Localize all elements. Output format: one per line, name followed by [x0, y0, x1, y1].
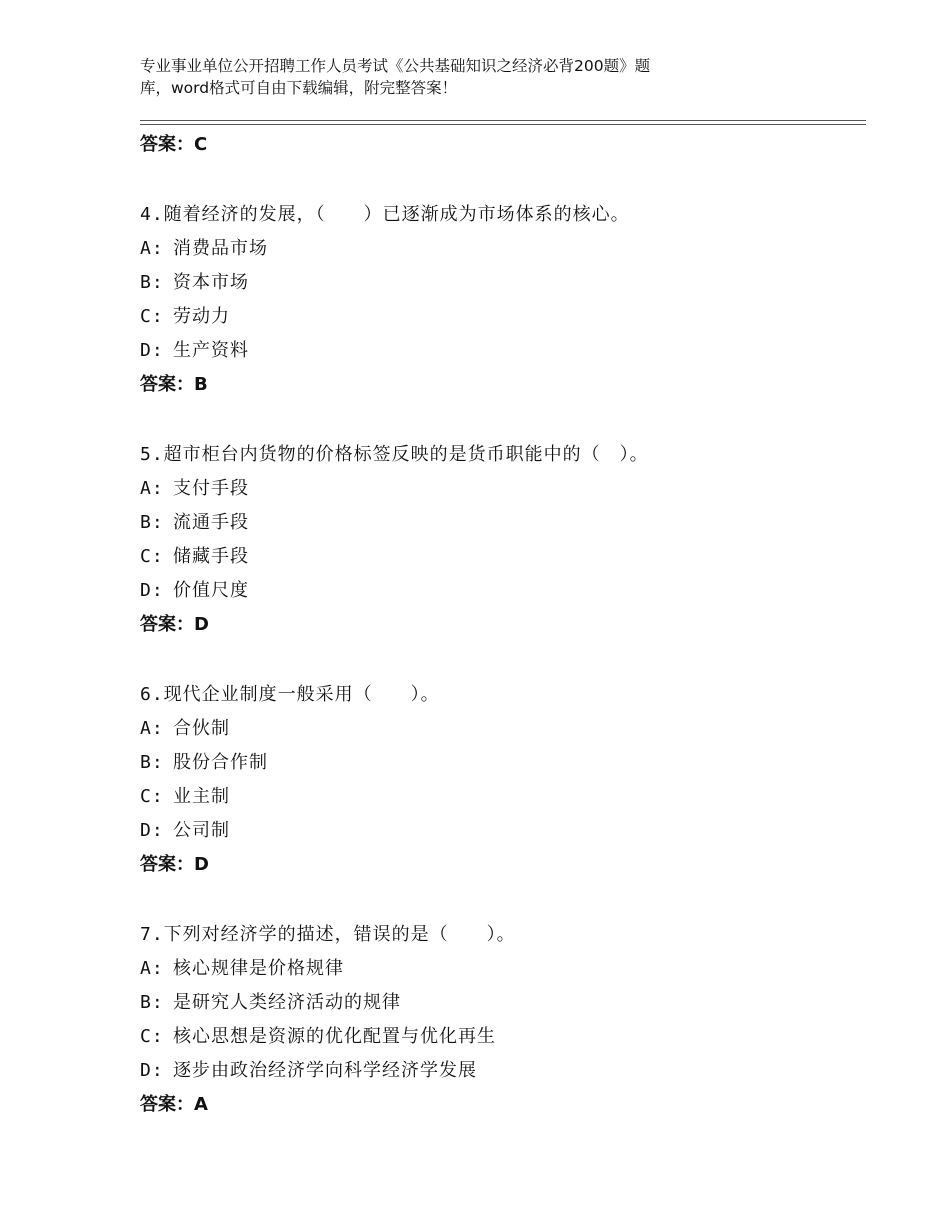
- header-line-2: 库，word格式可自由下载编辑，附完整答案！: [140, 79, 458, 97]
- question-text: 7.下列对经济学的描述，错误的是（ ）。: [140, 924, 516, 945]
- header-divider-thick: [140, 124, 866, 125]
- option-d: [140, 1054, 866, 1088]
- option-text: 消费品市场: [173, 238, 268, 259]
- option-text: 公司制: [173, 820, 230, 841]
- option-letter: D:: [140, 820, 164, 841]
- option-letter: A:: [140, 958, 164, 979]
- option-letter: B:: [140, 272, 164, 293]
- option-d: [140, 334, 866, 368]
- option-text: 劳动力: [173, 306, 230, 327]
- question-block: [140, 198, 866, 402]
- option-b: [140, 986, 866, 1020]
- answer-line: 答案：C: [140, 134, 208, 155]
- option-letter: C:: [140, 306, 164, 327]
- answer-line: 答案：A: [140, 1094, 208, 1115]
- question-text: 4.随着经济的发展，（ ）已逐渐成为市场体系的核心。: [140, 204, 630, 225]
- question-block: [140, 678, 866, 882]
- header-line-1: 专业事业单位公开招聘工作人员考试《公共基础知识之经济必背200题》题: [140, 57, 651, 75]
- option-text: 逐步由政治经济学向科学经济学发展: [173, 1060, 477, 1081]
- option-text: 支付手段: [173, 478, 249, 499]
- option-letter: D:: [140, 580, 164, 601]
- option-text: 储藏手段: [173, 546, 249, 567]
- option-letter: B:: [140, 752, 164, 773]
- question-text: 5.超市柜台内货物的价格标签反映的是货币职能中的（ ）。: [140, 444, 649, 465]
- option-c: [140, 780, 866, 814]
- option-text: 核心思想是资源的优化配置与优化再生: [173, 1026, 496, 1047]
- option-letter: A:: [140, 478, 164, 499]
- option-text: 业主制: [173, 786, 230, 807]
- option-text: 股份合作制: [173, 752, 268, 773]
- option-letter: B:: [140, 992, 164, 1013]
- option-text: 核心规律是价格规律: [173, 958, 344, 979]
- option-a: [140, 712, 866, 746]
- option-c: [140, 1020, 866, 1054]
- option-letter: C:: [140, 1026, 164, 1047]
- option-letter: D:: [140, 340, 164, 361]
- option-letter: D:: [140, 1060, 164, 1081]
- answer-line: 答案：D: [140, 854, 209, 875]
- option-letter: C:: [140, 786, 164, 807]
- option-letter: C:: [140, 546, 164, 567]
- option-c: [140, 300, 866, 334]
- answer-line: 答案：B: [140, 374, 208, 395]
- option-text: 价值尺度: [173, 580, 249, 601]
- option-letter: A:: [140, 238, 164, 259]
- option-text: 资本市场: [173, 272, 249, 293]
- option-text: 合伙制: [173, 718, 230, 739]
- option-letter: A:: [140, 718, 164, 739]
- question-list: [140, 128, 866, 1122]
- option-d: [140, 814, 866, 848]
- option-c: [140, 540, 866, 574]
- option-letter: B:: [140, 512, 164, 533]
- option-a: [140, 952, 866, 986]
- option-b: [140, 506, 866, 540]
- option-b: [140, 266, 866, 300]
- question-text: 6.现代企业制度一般采用（ ）。: [140, 684, 440, 705]
- option-a: [140, 472, 866, 506]
- answer-line: 答案：D: [140, 614, 209, 635]
- option-text: 生产资料: [173, 340, 249, 361]
- header-divider-thin: [140, 120, 866, 121]
- option-d: [140, 574, 866, 608]
- option-text: 是研究人类经济活动的规律: [173, 992, 401, 1013]
- option-a: [140, 232, 866, 266]
- option-text: 流通手段: [173, 512, 249, 533]
- question-block: [140, 438, 866, 642]
- option-b: [140, 746, 866, 780]
- document-header: [140, 55, 790, 99]
- question-block: [140, 918, 866, 1122]
